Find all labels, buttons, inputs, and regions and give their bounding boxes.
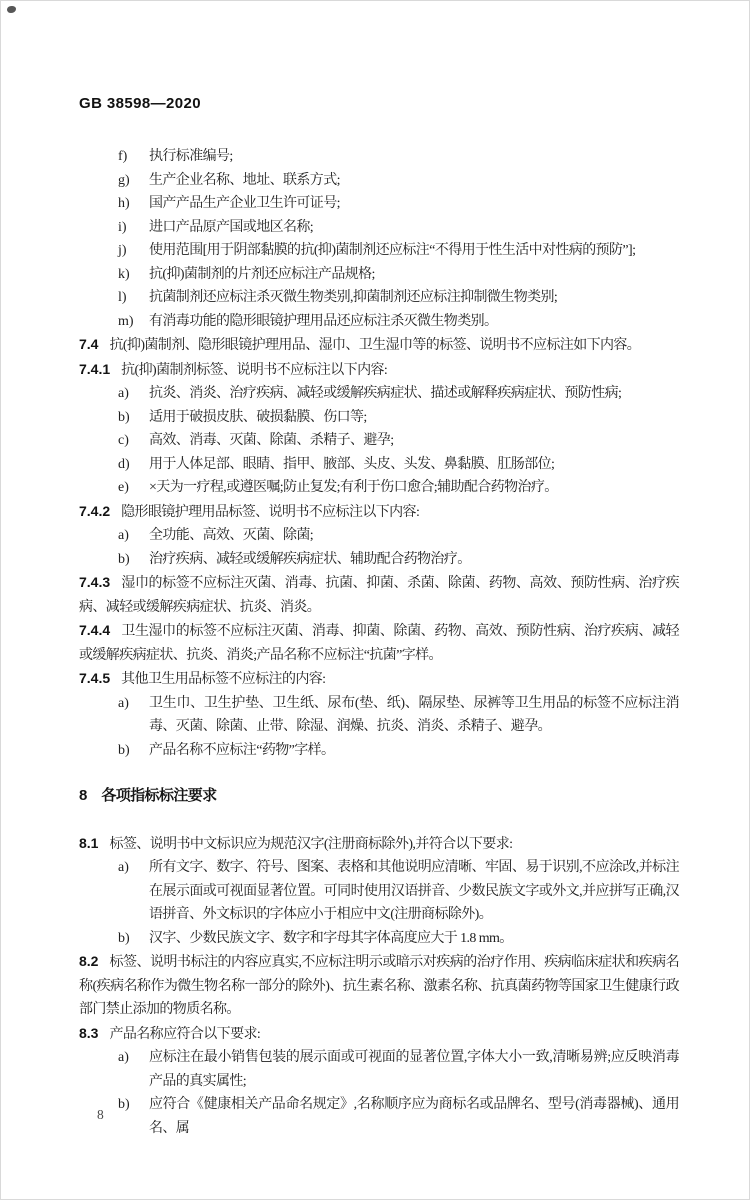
- clause-text: 抗(抑)菌制剂、隐形眼镜护理用品、湿巾、卫生湿巾等的标签、说明书不应标注如下内容。: [109, 338, 641, 353]
- list-item-letter: e): [118, 480, 129, 495]
- list-item-letter: g): [118, 172, 130, 188]
- clause-paragraph: [79, 950, 679, 1022]
- list-item: [79, 286, 679, 310]
- chapter-heading: [79, 784, 679, 808]
- list-item: [79, 192, 679, 216]
- clause-paragraph: [79, 358, 679, 383]
- clause-text: 标签、说明书标注的内容应真实,不应标注明示或暗示对疾病的治疗作用、疾病临床症状和疾病名称(疾病名称作为微生物名称一部分的除外)、抗生素名称、激素名称、抗真菌药物等国家卫生健康行政部门禁止添加的物质名称。: [79, 955, 679, 1017]
- clause-text: 其他卫生用品标签不应标注的内容:: [121, 672, 326, 687]
- clause-text: 湿巾的标签不应标注灭菌、消毒、抗菌、抑菌、杀菌、除菌、药物、高效、预防性病、治疗疾病、减轻或缓解疾病症状、抗炎、消炎。: [79, 576, 679, 615]
- list-item-letter: b): [118, 551, 130, 567]
- list-item: [79, 739, 679, 763]
- clause-paragraph: [79, 571, 679, 619]
- list-item-letter: j): [118, 243, 127, 258]
- list-item-text: 应符合《健康相关产品命名规定》,名称顺序应为商标名或品牌名、型号(消毒器械)、通用名、属: [149, 1097, 679, 1136]
- list-item-text: 治疗疾病、减轻或缓解疾病症状、辅助配合药物治疗。: [149, 551, 471, 567]
- clause-paragraph: [79, 667, 679, 692]
- clause-paragraph: [79, 619, 679, 667]
- list-item-letter: m): [118, 313, 134, 329]
- list-item-text: 抗菌制剂还应标注杀灭微生物类别,抑菌制剂还应标注抑制微生物类别;: [149, 290, 558, 305]
- list-item-letter: i): [118, 219, 127, 235]
- list-item: [79, 692, 679, 739]
- list-item-text: 使用范围[用于阴部黏膜的抗(抑)菌制剂还应标注“不得用于性生活中对性病的预防”];: [149, 243, 636, 258]
- list-item-text: 抗炎、消炎、治疗疾病、减轻或缓解疾病症状、描述或解释疾病症状、预防性病;: [149, 386, 622, 401]
- list-item-text: 所有文字、数字、符号、图案、表格和其他说明应清晰、牢固、易于识别,不应涂改,并标注在展示面或可视面显著位置。可同时使用汉语拼音、少数民族文字或外文,并应拼写正确,汉语拼音、外文标识的字体应小于相应中文(注册商标除外)。: [149, 860, 679, 922]
- clause-number: 8.1: [79, 834, 99, 851]
- list-item: [79, 145, 679, 169]
- list-item: [79, 263, 679, 287]
- list-item-text: 有消毒功能的隐形眼镜护理用品还应标注杀灭微生物类别。: [149, 313, 498, 329]
- list-item-letter: b): [118, 1097, 130, 1112]
- clause-text: 标签、说明书中文标识应为规范汉字(注册商标除外),并符合以下要求:: [109, 836, 513, 852]
- list-item-letter: h): [118, 196, 130, 211]
- list-item: [79, 382, 679, 406]
- list-item-letter: a): [118, 386, 129, 401]
- standard-number-header: GB 38598—2020: [79, 95, 201, 112]
- clause-paragraph: [79, 333, 679, 358]
- list-item: [79, 927, 679, 951]
- clause-number: 7.4.1: [79, 360, 111, 377]
- clause-number: 7.4.3: [79, 574, 111, 590]
- list-item: [79, 406, 679, 430]
- list-item-text: 生产企业名称、地址、联系方式;: [149, 172, 340, 188]
- list-item: [79, 239, 679, 263]
- list-item-text: 用于人体足部、眼睛、指甲、腋部、头皮、头发、鼻黏膜、肛肠部位;: [149, 456, 555, 472]
- list-item: [79, 856, 679, 927]
- list-item-letter: f): [118, 149, 128, 164]
- list-item: [79, 476, 679, 500]
- list-item: [79, 216, 679, 240]
- clause-text: 抗(抑)菌制剂标签、说明书不应标注以下内容:: [121, 362, 388, 378]
- list-item-letter: a): [118, 528, 129, 543]
- list-item-text: 卫生巾、卫生护垫、卫生纸、尿布(垫、纸)、隔尿垫、尿裤等卫生用品的标签不应标注消毒、灭菌、除菌、止带、除湿、润燥、抗炎、消炎、杀精子、避孕。: [149, 695, 679, 734]
- list-item: [79, 429, 679, 453]
- list-item-letter: b): [118, 409, 130, 425]
- list-item: [79, 453, 679, 477]
- list-item: [79, 310, 679, 334]
- clause-paragraph: [79, 1022, 679, 1047]
- list-item-letter: a): [118, 860, 129, 875]
- clause-paragraph: [79, 500, 679, 525]
- list-item-letter: d): [118, 456, 130, 472]
- clause-text: 卫生湿巾的标签不应标注灭菌、消毒、抑菌、除菌、药物、高效、预防性病、治疗疾病、减轻或缓解疾病症状、抗炎、消炎;产品名称不应标注“抗菌”字样。: [79, 624, 679, 663]
- chapter-title: 各项指标标注要求: [101, 787, 217, 804]
- clause-text: 产品名称应符合以下要求:: [109, 1026, 261, 1042]
- clause-number: 8.3: [79, 1024, 99, 1041]
- list-item-letter: a): [118, 695, 129, 711]
- list-item-text: 应标注在最小销售包装的展示面或可视面的显著位置,字体大小一致,清晰易辨;应反映消毒产品的真实属性;: [149, 1050, 679, 1089]
- list-item: [79, 1046, 679, 1093]
- list-item-text: 国产产品生产企业卫生许可证号;: [149, 196, 340, 211]
- page-number: 8: [97, 1107, 104, 1122]
- list-item-text: 全功能、高效、灭菌、除菌;: [149, 528, 314, 543]
- list-item-text: 汉字、少数民族文字、数字和字母其字体高度应大于 1.8 mm。: [149, 930, 513, 946]
- scan-artifact: [7, 6, 16, 13]
- clause-text: 隐形眼镜护理用品标签、说明书不应标注以下内容:: [121, 504, 420, 520]
- clause-paragraph: [79, 832, 679, 857]
- clause-number: 7.4.2: [79, 502, 111, 519]
- chapter-number: 8: [79, 787, 88, 804]
- clause-number: 7.4: [79, 336, 99, 352]
- list-item: [79, 548, 679, 572]
- clause-number: 7.4.5: [79, 670, 111, 686]
- list-item-text: 执行标准编号;: [149, 149, 233, 164]
- list-item-text: 进口产品原产国或地区名称;: [149, 219, 314, 235]
- list-item: [79, 524, 679, 548]
- list-item-text: ×天为一疗程,或遵医嘱;防止复发;有利于伤口愈合;辅助配合药物治疗。: [149, 480, 558, 495]
- clause-number: 7.4.4: [79, 622, 111, 638]
- list-item-letter: a): [118, 1050, 129, 1065]
- clause-number: 8.2: [79, 953, 99, 969]
- list-item: [79, 169, 679, 193]
- list-item-letter: b): [118, 930, 130, 946]
- document-body: [79, 145, 679, 1140]
- list-item-text: 高效、消毒、灭菌、除菌、杀精子、避孕;: [149, 433, 394, 448]
- list-item-letter: c): [118, 433, 129, 448]
- list-item-letter: k): [118, 266, 130, 282]
- list-item: [79, 1093, 679, 1140]
- list-item-letter: l): [118, 290, 127, 305]
- list-item-text: 产品名称不应标注“药物”字样。: [149, 742, 335, 758]
- list-item-text: 抗(抑)菌制剂的片剂还应标注产品规格;: [149, 266, 375, 282]
- list-item-text: 适用于破损皮肤、破损黏膜、伤口等;: [149, 409, 367, 425]
- list-item-letter: b): [118, 742, 130, 758]
